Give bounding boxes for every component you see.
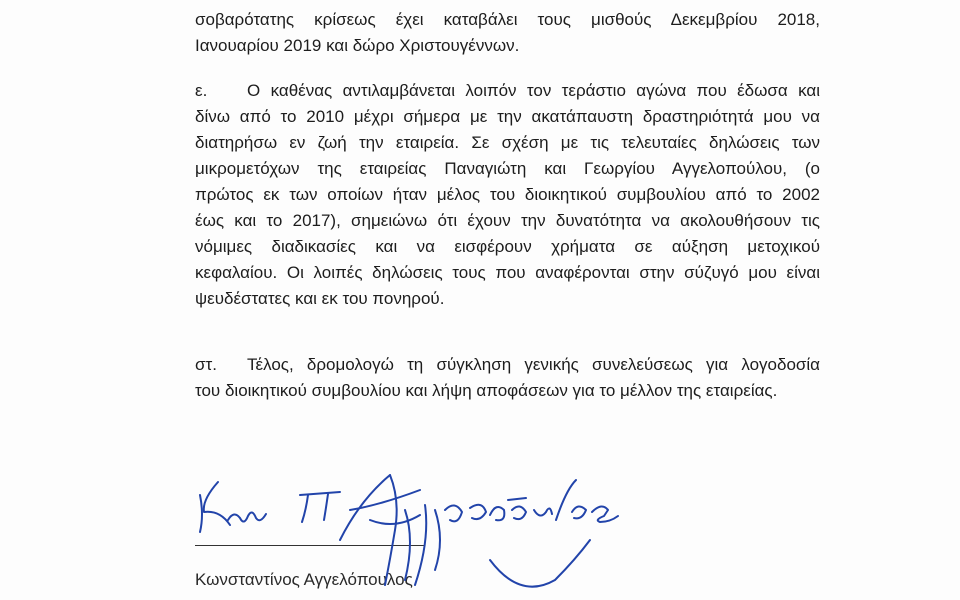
paragraph-e-line-3: διατηρήσω εν ζωή την εταιρεία. Σε σχέση με τις τελευταίες δηλώσεις των bbox=[195, 133, 820, 152]
paragraph-st-marker: στ. bbox=[195, 355, 217, 374]
paragraph-e-line-1: ε. Ο καθένας αντιλαμβάνεται λοιπόν τον τεράστιο αγώνα που έδωσα και bbox=[195, 81, 820, 100]
paragraph-st-line-1: στ. Τέλος, δρομολογώ τη σύγκληση γενικής συνελεύσεως για λογοδοσία bbox=[195, 355, 820, 374]
paragraph-e-line-9: ψευδέστατες και εκ του πονηρού. bbox=[195, 289, 445, 308]
paragraph-d-line-2: Ιανουαρίου 2019 και δώρο Χριστουγέννων. bbox=[195, 36, 520, 55]
paragraph-d-line-1: σοβαρότατης κρίσεως έχει καταβάλει τους μισθούς Δεκεμβρίου 2018, bbox=[195, 10, 820, 29]
paragraph-e-marker: ε. bbox=[195, 81, 208, 100]
paragraph-e-line-5: πρώτος εκ των οποίων ήταν μέλος του διοικητικού συμβουλίου από το 2002 bbox=[195, 185, 820, 204]
paragraph-e-line-6: έως και το 2017), σημειώνω ότι έχουν την δυνατότητα να ακολουθήσουν τις bbox=[195, 211, 820, 230]
signatory-name: Κωνσταντίνος Αγγελόπουλος bbox=[195, 570, 413, 589]
paragraph-e-line-7: νόμιμες διαδικασίες και να εισφέρουν χρήματα σε αύξηση μετοχικού bbox=[195, 237, 820, 256]
paragraph-e-line-4: μικρομετόχων της εταιρείας Παναγιώτη και Γεωργίου Αγγελοπούλου, (ο bbox=[195, 159, 820, 178]
paragraph-e-line-2: δίνω από το 2010 μέχρι σήμερα με την ακατάπαυστη δραστηριότητά μου να bbox=[195, 107, 820, 126]
handwritten-signature bbox=[190, 470, 680, 600]
paragraph-st-line-2: του διοικητικού συμβουλίου και λήψη αποφάσεων για το μέλλον της εταιρείας. bbox=[195, 381, 778, 400]
paragraph-e-line-8: κεφαλαίου. Οι λοιπές δηλώσεις τους που αναφέρονται στην σύζυγό μου είναι bbox=[195, 263, 820, 282]
